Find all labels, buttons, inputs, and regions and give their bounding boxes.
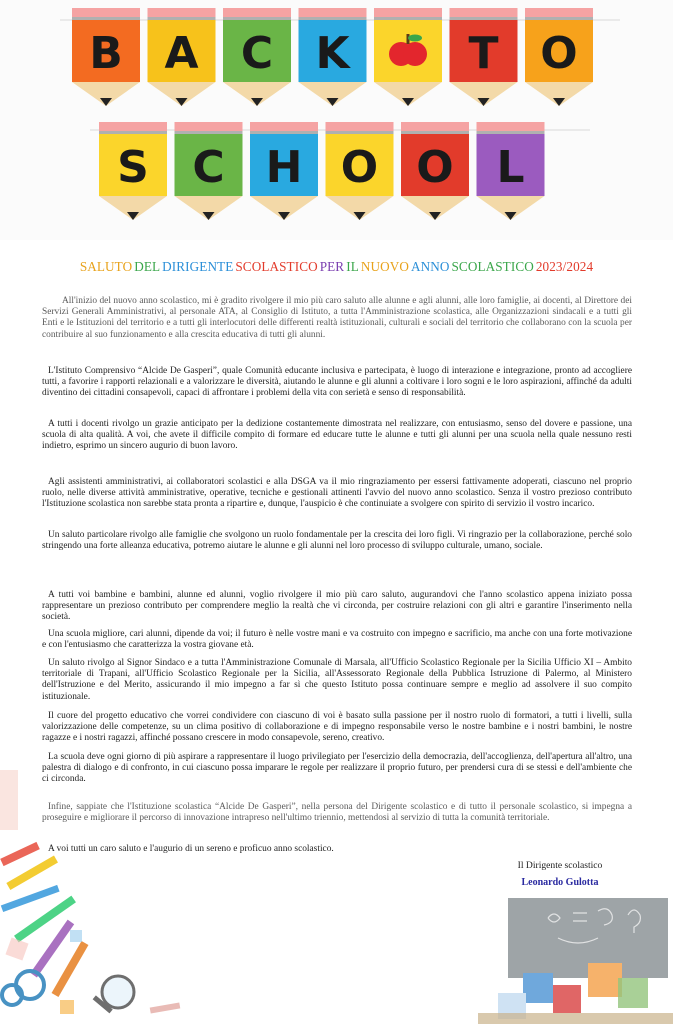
paragraph-closing: Infine, sappiate che l'Istituzione scolastica “Alcide De Gasperi”, nella persona del Dirigente scolastico e di tutto il personale scolastico, si impegna a proseguire e migliorare il percorso di innovazione intrapreso nell'ultimo triennio, mettendosi al servizio di tutta la comunità territoriale. (42, 802, 632, 824)
paragraph-families: Un saluto particolare rivolgo alle famiglie che svolgono un ruolo fondamentale per la crescita dei loro figli. Vi ringrazio per la collaborazione, perché solo stringendo una forte alleanza educativa, potremo aiutare le alunne e gli alunni nel loro processo di sviluppo culturale, umano, sociale. (42, 530, 632, 552)
banner-letter: K (315, 28, 350, 79)
banner-letter: B (89, 28, 123, 79)
title-word: SCOLASTICO (451, 259, 534, 274)
title-word: PER (319, 259, 345, 274)
title-word: ANNO (411, 259, 450, 274)
school-supplies-illustration (0, 730, 200, 1024)
signature-name: Leonardo Gulotta (521, 877, 599, 888)
signature-role: Il Dirigente scolastico (517, 860, 603, 871)
title-word: SCOLASTICO (235, 259, 318, 274)
title-word: IL (346, 259, 359, 274)
title-word: DEL (134, 259, 161, 274)
title-word: NUOVO (360, 259, 409, 274)
paragraph-wishes: A voi tutti un caro saluto e l'augurio di un sereno e proficuo anno scolastico. (48, 844, 334, 854)
paragraph-educational-project: Il cuore del progetto educativo che vorrei condividere con ciascuno di voi è basato sulla passione per il nostro ruolo di formatori, a tutti i livelli, sulla valorizzazione delle competenze, su un clima positivo di collaborazione e di impegno responsabile verso le nostre bambine e i nostri bambini, le nostre ragazze e i nostri ragazzi, affinché possano crescere in modo consapevole, sereno, creativo. (42, 711, 632, 744)
banner-letter: O (540, 28, 578, 79)
paragraph-institute: L'Istituto Comprensivo “Alcide De Gasperi”, quale Comunità educante inclusiva e partecipata, è luogo di interazione e integrazione, pronto ad accogliere tutti, a favorire i rapporti relazionali e a valorizzare le diversità, aiutando le alunne e gli alunni a coltivare i loro sogni e le loro aspirazioni, affinché da adulti diventino dei cittadini consapevoli, capaci di affrontare i problemi della vita con serietà e senso di responsabilità. (42, 366, 632, 399)
banner-letter: H (265, 142, 303, 193)
paragraph-teachers: A tutti i docenti rivolgo un grazie anticipato per la dedizione costantemente dimostrata nel realizzare, con entusiasmo, senso del dovere e passione, una scuola di alta qualità. A voi, che avete il difficile compito di formare ed educare tutte le alunne e tutti gli alunni per una scuola nella quale nessuno resti indietro, esprimo un sincero augurio di buon lavoro. (42, 419, 632, 452)
paragraph-democracy: La scuola deve ogni giorno di più aspirare a rappresentare il luogo privilegiato per l'esercizio della democrazia, dell'accoglienza, dell'apertura all'altro, una palestra di dialogo e di confronto, in cui ciascuno possa imparare le regole per realizzare il proprio futuro, per prendersi cura di se stessi e dell'ambiente che ci circonda. (42, 752, 632, 785)
title-word: DIRIGENTE (162, 259, 234, 274)
banner-letter: C (192, 142, 225, 193)
banner-letter: T (468, 28, 499, 79)
banner-letter: S (117, 142, 149, 193)
paragraph-greeting: All'inizio del nuovo anno scolastico, mi è gradito rivolgere il mio più caro saluto alle alunne e agli alunni, alle loro famiglie, ai docenti, al Direttore dei Servizi Generali Amministrativi, al personale ATA, al Consiglio di Istituto, a tutta l'Amministrazione scolastica, alle Organizzazioni sindacali e a tutti gli Enti e le Istituzioni del territorio e a tutti gli interlocutori delle differenti realtà istituzionali, culturali e sociali del territorio che collaborano con la scuola per contribuire al suo funzionamento e alla crescita educativa di tutti gli alunni. (42, 296, 632, 340)
banner-letter: A (164, 28, 199, 79)
title-word: 2023/2024 (535, 259, 594, 274)
banner-letter: C (240, 28, 274, 79)
chalkboard-blocks-illustration (478, 893, 673, 1024)
banner-letter: L (496, 142, 525, 193)
paragraph-students: A tutti voi bambine e bambini, alunne ed alunni, voglio rivolgere il mio più caro saluto, augurandovi che l'anno scolastico appena iniziato possa rappresentare un prezioso contributo per comprendere meglio la realtà che vi circonda, per costruire relazioni con gli altri e garantire l'inserimento nella società. (42, 590, 632, 623)
banner-letter: O (340, 142, 379, 193)
banner-letter: O (416, 142, 454, 193)
paragraph-better-school: Una scuola migliore, cari alunni, dipende da voi; il futuro è nelle vostre mani e va costruito con impegno e sacrificio, ma anche con una forte motivazione e con l'entusiasmo che caratterizza la vostra giovane età. (42, 629, 632, 651)
letter-title (0, 259, 673, 275)
back-to-school-banner (0, 0, 673, 240)
title-word: SALUTO (79, 259, 133, 274)
paragraph-institutions: Un saluto rivolgo al Signor Sindaco e a tutta l'Amministrazione Comunale di Marsala, all'Ufficio Scolastico Regionale per la Sicilia Ufficio XI – Ambito territoriale di Trapani, all'Ufficio Scolastico Regionale per la Sicilia, all'Assessorato Regionale della Pubblica Istruzione di Palermo, al Ministero dell'Istruzione e del Merito, assicurando il mio impegno a far sì che questo Istituto possa continuare sempre e meglio ad assolvere il suo compito istituzionale. (42, 658, 632, 702)
paragraph-staff: Agli assistenti amministrativi, ai collaboratori scolastici e alla DSGA va il mio ringraziamento per essersi fattivamente adoperati, ciascuno nel proprio ruolo, nelle diverse attività amministrative, operative, tecniche e gestionali attinenti l'avvio del nuovo anno scolastico. Senza il vostro prezioso contributo l'Istituzione scolastica non sarebbe stata pronta a ripartire e, dunque, l'auspicio è che continuiate a svolgere con spirito di servizio il vostro incarico. (42, 477, 632, 510)
